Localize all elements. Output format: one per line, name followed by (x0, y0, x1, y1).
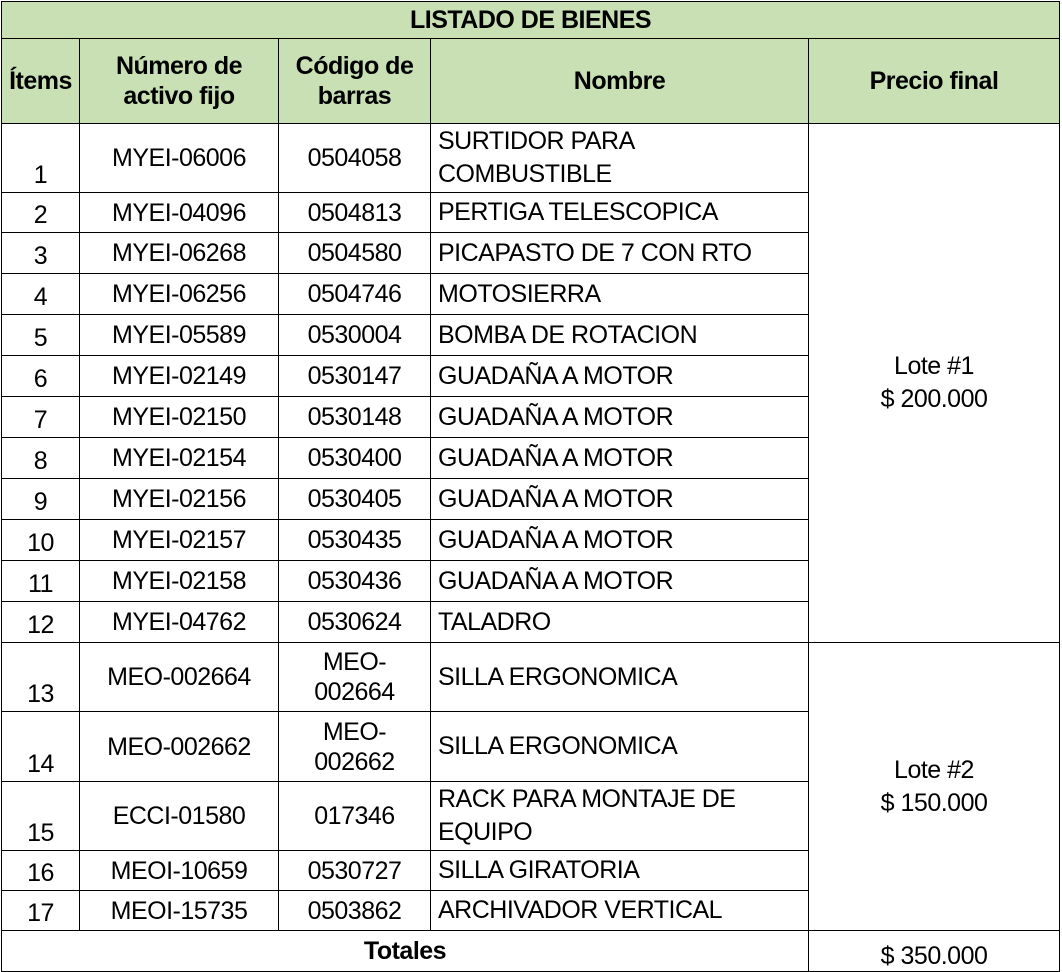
header-row (2, 39, 1060, 124)
header-codigo-barras (279, 39, 431, 124)
header-codigo-line2: barras (317, 82, 392, 110)
codigo-barras: 0530435 (279, 520, 431, 561)
nombre: ARCHIVADOR VERTICAL (431, 891, 809, 931)
header-items: Ítems (2, 39, 80, 124)
item-number: 13 (2, 643, 80, 712)
nombre: PERTIGA TELESCOPICA (431, 193, 809, 233)
lote-2-cell (809, 643, 1060, 931)
item-number: 8 (2, 438, 80, 479)
codigo-barras: 0530436 (279, 561, 431, 602)
lote-2-price: $ 150.000 (880, 788, 988, 817)
activo-fijo: MEOI-15735 (80, 891, 279, 931)
activo-fijo: MYEI-02156 (80, 479, 279, 520)
nombre: GUADAÑA A MOTOR (431, 479, 809, 520)
codigo-barras: 0530004 (279, 315, 431, 356)
activo-fijo: MYEI-06256 (80, 274, 279, 315)
activo-fijo: MEO-002664 (80, 643, 279, 712)
activo-fijo: MYEI-02154 (80, 438, 279, 479)
header-activo-line1: Número de (115, 52, 243, 80)
lote-1-price: $ 200.000 (880, 385, 988, 413)
item-number: 6 (2, 356, 80, 397)
codigo-barras: 0530624 (279, 602, 431, 643)
item-number: 5 (2, 315, 80, 356)
codigo-barras: 0530405 (279, 479, 431, 520)
item-number: 17 (2, 891, 80, 931)
activo-fijo: MYEI-06006 (80, 124, 279, 193)
nombre: TALADRO (431, 602, 809, 643)
codigo-barras: 0504580 (279, 233, 431, 274)
activo-fijo: MYEI-02149 (80, 356, 279, 397)
activo-fijo: MYEI-04762 (80, 602, 279, 643)
item-number: 14 (2, 712, 80, 782)
codigo-line2: 002662 (314, 747, 395, 776)
activo-fijo: MYEI-02150 (80, 397, 279, 438)
codigo-barras: 0504058 (279, 124, 431, 193)
codigo-barras: 0504746 (279, 274, 431, 315)
nombre: PICAPASTO DE 7 CON RTO (431, 233, 809, 274)
table-row (2, 643, 1060, 712)
nombre (431, 782, 809, 851)
item-number: 15 (2, 782, 80, 851)
activo-fijo: MYEI-06268 (80, 233, 279, 274)
table-title: LISTADO DE BIENES (2, 2, 1060, 39)
header-precio-final: Precio final (809, 39, 1060, 124)
activo-fijo: MYEI-02158 (80, 561, 279, 602)
codigo-line1: MEO- (322, 648, 387, 676)
nombre: GUADAÑA A MOTOR (431, 520, 809, 561)
item-number: 11 (2, 561, 80, 602)
totals-row (2, 931, 1060, 972)
nombre: GUADAÑA A MOTOR (431, 561, 809, 602)
bienes-table (1, 1, 1060, 972)
header-activo-fijo (80, 39, 279, 124)
nombre: GUADAÑA A MOTOR (431, 356, 809, 397)
item-number: 10 (2, 520, 80, 561)
activo-fijo: MYEI-02157 (80, 520, 279, 561)
lote-1-cell (809, 124, 1060, 643)
item-number: 1 (2, 124, 80, 193)
nombre-line1: RACK PARA MONTAJE DE (438, 785, 736, 813)
activo-fijo: ECCI-01580 (80, 782, 279, 851)
codigo-barras: 0504813 (279, 193, 431, 233)
codigo-barras: 0503862 (279, 891, 431, 931)
lote-2-label: Lote #2 (894, 755, 974, 784)
nombre: BOMBA DE ROTACION (431, 315, 809, 356)
totals-value: $ 350.000 (809, 931, 1060, 972)
nombre-line2: COMBUSTIBLE (438, 160, 612, 188)
item-number: 12 (2, 602, 80, 643)
codigo-barras (279, 643, 431, 712)
codigo-barras: 017346 (279, 782, 431, 851)
item-number: 3 (2, 233, 80, 274)
title-row (2, 2, 1060, 39)
header-codigo-line1: Código de (295, 52, 414, 80)
totals-label: Totales (2, 931, 809, 972)
codigo-barras (279, 712, 431, 782)
header-activo-line2: activo fijo (123, 82, 235, 110)
table-row (2, 124, 1060, 193)
codigo-barras: 0530148 (279, 397, 431, 438)
item-number: 7 (2, 397, 80, 438)
header-nombre: Nombre (431, 39, 809, 124)
activo-fijo: MEOI-10659 (80, 851, 279, 891)
nombre: SILLA ERGONOMICA (431, 643, 809, 712)
item-number: 16 (2, 851, 80, 891)
nombre: GUADAÑA A MOTOR (431, 397, 809, 438)
nombre-line2: EQUIPO (438, 818, 533, 846)
nombre-line1: SURTIDOR PARA (438, 127, 635, 155)
activo-fijo: MYEI-04096 (80, 193, 279, 233)
codigo-barras: 0530400 (279, 438, 431, 479)
codigo-barras: 0530727 (279, 851, 431, 891)
activo-fijo: MEO-002662 (80, 712, 279, 782)
nombre: MOTOSIERRA (431, 274, 809, 315)
codigo-barras: 0530147 (279, 356, 431, 397)
codigo-line1: MEO- (322, 717, 387, 746)
item-number: 2 (2, 193, 80, 233)
nombre: GUADAÑA A MOTOR (431, 438, 809, 479)
lote-1-label: Lote #1 (894, 352, 974, 380)
activo-fijo: MYEI-05589 (80, 315, 279, 356)
nombre: SILLA ERGONOMICA (431, 712, 809, 782)
item-number: 4 (2, 274, 80, 315)
codigo-line2: 002664 (314, 678, 395, 706)
nombre (431, 124, 809, 193)
nombre: SILLA GIRATORIA (431, 851, 809, 891)
item-number: 9 (2, 479, 80, 520)
